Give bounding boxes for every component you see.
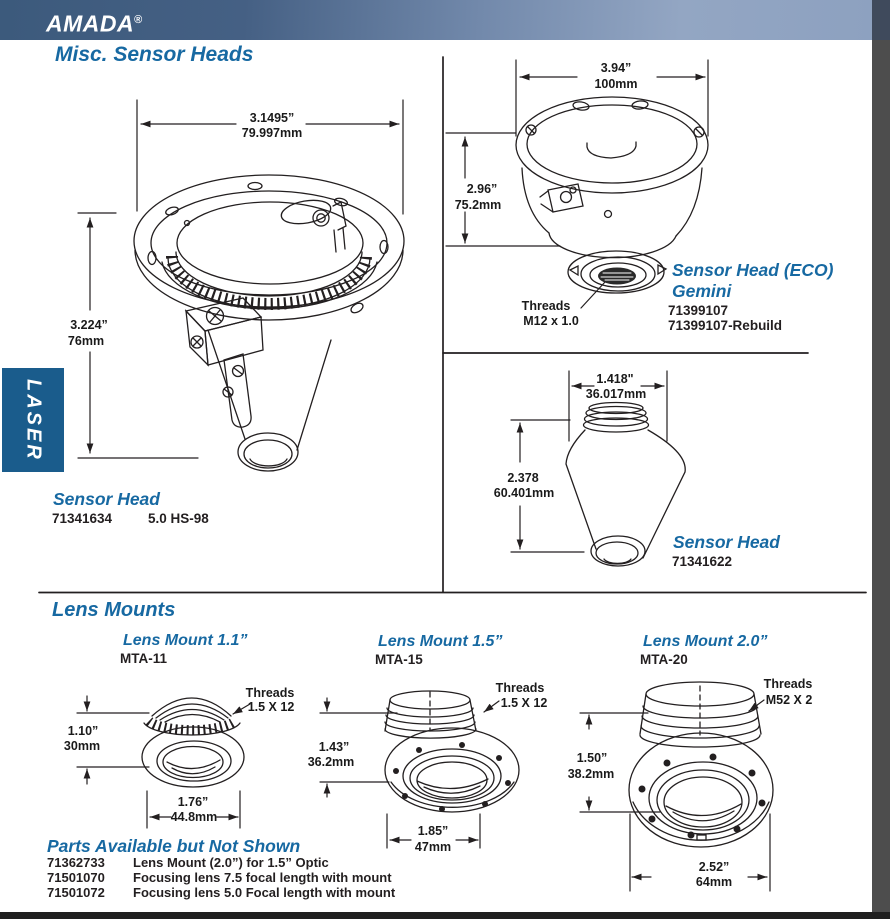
mta11-threads-label: Threads bbox=[245, 686, 295, 700]
mta20-height-mm: 38.2mm bbox=[567, 767, 615, 781]
parts-row bbox=[47, 855, 329, 870]
eco-width-inches: 3.94” bbox=[600, 61, 632, 75]
hs98-height-mm: 76mm bbox=[67, 334, 105, 348]
parts-row-part-number: 71501070 bbox=[47, 870, 105, 885]
mta15-width-inches: 1.85” bbox=[417, 824, 449, 838]
mta20-drawing bbox=[629, 682, 773, 847]
eco-threads-value: M12 x 1.0 bbox=[523, 314, 579, 328]
mta20-threads-label: Threads bbox=[763, 677, 813, 691]
mta11-drawing bbox=[142, 698, 244, 787]
sh1622-width-mm: 36.017mm bbox=[585, 387, 647, 401]
mta11-model: MTA-11 bbox=[120, 651, 168, 666]
mta15-threads-value: 1.5 X 12 bbox=[500, 696, 548, 710]
mta20-threads-value: M52 X 2 bbox=[765, 693, 813, 707]
mta15-title: Lens Mount 1.5” bbox=[378, 633, 503, 650]
sh1622-height-mm: 60.401mm bbox=[493, 486, 555, 500]
parts-row-description: Focusing lens 7.5 focal length with mount bbox=[133, 870, 392, 885]
section-title-sensor-heads: Misc. Sensor Heads bbox=[55, 43, 254, 66]
mta15-height-mm: 36.2mm bbox=[307, 755, 355, 769]
hs98-width-mm: 79.997mm bbox=[241, 126, 303, 140]
mta15-dims bbox=[320, 698, 499, 848]
sh1622-height-inches: 2.378 bbox=[507, 471, 539, 485]
mta20-height-inches: 1.50” bbox=[576, 751, 608, 765]
eco-label-line2: Gemini bbox=[672, 281, 732, 301]
sh1622-label: Sensor Head bbox=[673, 532, 780, 552]
eco-width-mm: 100mm bbox=[594, 77, 638, 91]
registered-mark: ® bbox=[134, 14, 143, 26]
mta11-width-mm: 44.8mm bbox=[170, 810, 218, 824]
hs98-model: 5.0 HS-98 bbox=[148, 511, 209, 526]
mta20-dims bbox=[580, 700, 770, 891]
parts-row bbox=[47, 885, 395, 900]
eco-height-inches: 2.96” bbox=[466, 182, 498, 196]
hs98-part-number: 71341634 bbox=[52, 511, 113, 526]
mta15-threads-label: Threads bbox=[495, 681, 545, 695]
mta11-height-inches: 1.10” bbox=[67, 724, 99, 738]
hs98-height-inches: 3.224” bbox=[70, 318, 108, 332]
eco-height-mm: 75.2mm bbox=[454, 198, 502, 212]
parts-row-part-number: 71501072 bbox=[47, 885, 105, 900]
mta15-height-inches: 1.43” bbox=[318, 740, 350, 754]
mta11-height-mm: 30mm bbox=[63, 739, 101, 753]
mta11-threads-value: 1.5 X 12 bbox=[247, 700, 295, 714]
mta15-model: MTA-15 bbox=[375, 652, 423, 667]
mta20-title: Lens Mount 2.0” bbox=[643, 633, 768, 650]
eco-threads-label: Threads bbox=[521, 299, 571, 313]
parts-row-description: Focusing lens 5.0 Focal length with mount bbox=[133, 885, 396, 900]
eco-part-number-rebuild: 71399107-Rebuild bbox=[668, 318, 783, 333]
section-title-lens-mounts: Lens Mounts bbox=[52, 599, 176, 621]
sh1622-part-number: 71341622 bbox=[672, 554, 733, 569]
parts-row bbox=[47, 870, 392, 885]
hs98-label: Sensor Head bbox=[53, 489, 160, 509]
sensor-head-hs98-drawing bbox=[134, 175, 404, 471]
mta20-width-mm: 64mm bbox=[695, 875, 733, 889]
mta20-width-inches: 2.52” bbox=[698, 860, 730, 874]
parts-not-shown-title: Parts Available but Not Shown bbox=[47, 836, 301, 856]
eco-part-number: 71399107 bbox=[668, 303, 729, 318]
parts-row-part-number: 71362733 bbox=[47, 855, 105, 870]
sh1622-width-inches: 1.418" bbox=[596, 372, 634, 386]
parts-row-description: Lens Mount (2.0”) for 1.5” Optic bbox=[133, 855, 329, 870]
hs98-width-inches: 3.1495” bbox=[249, 111, 295, 125]
eco-label-line1: Sensor Head (ECO) bbox=[672, 260, 834, 280]
mta15-drawing bbox=[385, 691, 519, 812]
mta15-width-mm: 47mm bbox=[414, 840, 452, 854]
brand-name: AMADA bbox=[46, 10, 135, 37]
mta20-model: MTA-20 bbox=[640, 652, 688, 667]
laser-tab-label: LASER bbox=[22, 378, 45, 462]
mta11-width-inches: 1.76” bbox=[177, 795, 209, 809]
mta11-title: Lens Mount 1.1” bbox=[123, 632, 248, 649]
